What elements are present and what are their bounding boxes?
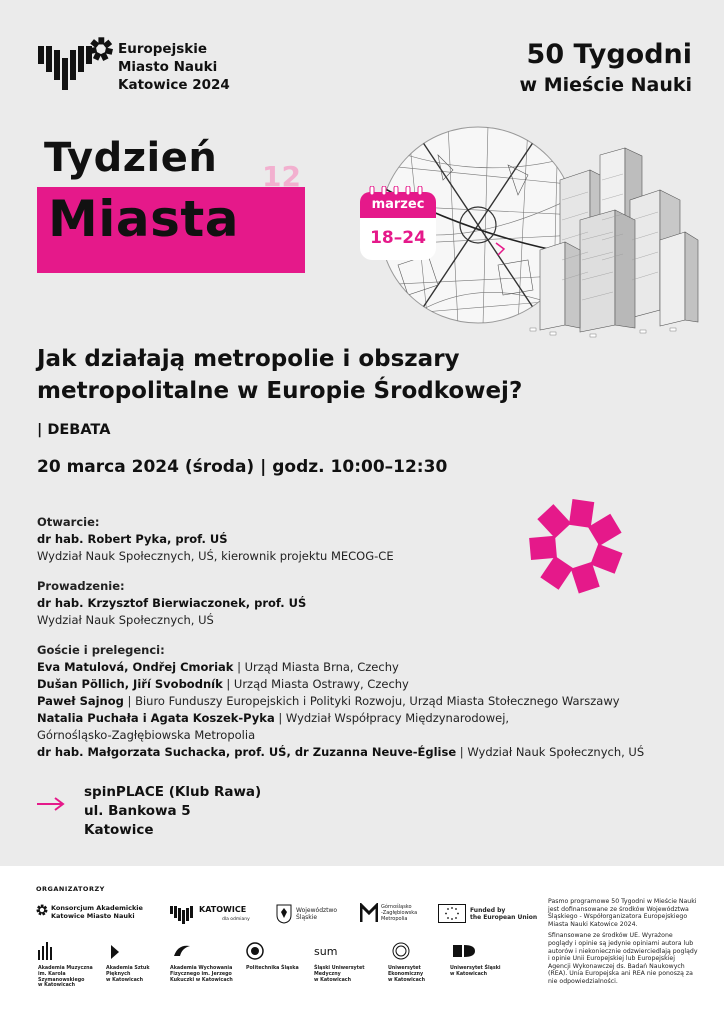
- opening-section: [37, 514, 394, 565]
- guest-affiliation: | Biuro Funduszy Europejskich i Polityki Rozwoju, Urząd Miasta Stołecznego Warszawy: [123, 694, 620, 708]
- venue-name: spinPLACE (Klub Rawa): [84, 784, 262, 800]
- university-label-2: [106, 966, 166, 983]
- venue-street: ul. Bankowa 5: [84, 803, 191, 819]
- arrow-right-icon: [36, 797, 66, 811]
- wojewodztwo-line-2: Śląskie: [296, 914, 318, 921]
- akademia-muzyczna-logo-icon: [38, 942, 54, 960]
- konsorcjum-star-icon: [36, 904, 48, 916]
- metropolia-logo-icon: [360, 903, 378, 923]
- event-title-line-2: metropolitalne w Europie Środkowej?: [37, 378, 523, 404]
- calendar-month: marzec: [360, 192, 436, 218]
- university-label-line: w Katowicach: [450, 971, 488, 977]
- funding-disclaimer: [548, 898, 698, 990]
- guests-heading: Goście i prelegenci:: [37, 643, 165, 657]
- guest-affiliation: | Urząd Miasta Brna, Czechy: [233, 660, 399, 674]
- konsorcjum-logo: [51, 904, 143, 920]
- moderation-name: dr hab. Krzysztof Bierwiaczonek, prof. UŚ: [37, 596, 307, 610]
- university-label-line: Politechnika Śląska: [246, 966, 299, 971]
- guest-names: Dušan Pöllich, Jiří Svobodník: [37, 677, 223, 691]
- guest-names: Eva Matulová, Ondřej Cmoriak: [37, 660, 234, 674]
- university-label-1: [38, 966, 98, 989]
- venue: [84, 783, 261, 840]
- guest-row: [37, 676, 697, 693]
- university-label-line: w Katowicach: [38, 983, 76, 989]
- pink-star-icon: [528, 498, 624, 594]
- university-label-4: [246, 966, 306, 972]
- opening-affiliation: Wydział Nauk Społecznych, UŚ, kierownik projektu MECOG-CE: [37, 549, 394, 563]
- moderation-section: [37, 578, 306, 629]
- buildings-illustration: [520, 140, 700, 340]
- asp-logo-icon: [110, 944, 120, 960]
- katowice-logo-text: KATOWICE: [199, 905, 247, 914]
- footer: [0, 866, 724, 1024]
- emn-star-logo: [88, 36, 114, 62]
- eu-flag-icon: [438, 904, 466, 923]
- series-title: [520, 38, 692, 98]
- calendar-rings-icon: [368, 186, 428, 196]
- metropolia-line-3: Metropolia: [381, 916, 408, 922]
- university-label-line: Kukuczki w Katowicach: [170, 977, 233, 983]
- eu-line-1: Funded by: [470, 907, 506, 914]
- guest-affiliation: | Urząd Miasta Ostrawy, Czechy: [222, 677, 409, 691]
- event-type: | DEBATA: [37, 422, 111, 438]
- metropolia-line-1: Górnośląsko: [381, 904, 412, 910]
- event-title-line-1: Jak działają metropolie i obszary: [37, 346, 460, 372]
- emn-logo-text: [118, 40, 230, 94]
- sum-logo-icon: [314, 945, 354, 957]
- opening-name: dr hab. Robert Pyka, prof. UŚ: [37, 532, 228, 546]
- konsorcjum-line-1: Konsorcjum Akademickie: [51, 904, 143, 912]
- awf-logo-icon: [172, 942, 192, 958]
- guest-names: dr hab. Małgorzata Suchacka, prof. UŚ, dr Zuzanna Neuve-Église: [37, 745, 457, 759]
- logo-line-3: Katowice 2024: [118, 77, 230, 93]
- eu-logo: [470, 907, 537, 921]
- moderation-heading: Prowadzenie:: [37, 579, 125, 593]
- disclaimer-paragraph-1: Pasmo programowe 50 Tygodni w Mieście Nauki jest dofinansowane ze środków Województwa Śląskiego - Współorganizatora Europejskiego Miasta Nauki Katowice 2024.: [548, 898, 697, 928]
- university-label-line: Medyczny: [314, 971, 341, 977]
- guest-names: Paweł Sajnog: [37, 694, 124, 708]
- opening-heading: Otwarcie:: [37, 515, 100, 529]
- event-title: [37, 343, 597, 407]
- university-label-line: Akademia Sztuk: [106, 966, 150, 971]
- wojewodztwo-logo: [296, 907, 337, 921]
- disclaimer-paragraph-2: Sfinansowane ze środków UE. Wyrażone poglądy i opinie są jedynie opiniami autora lub autorów i niekoniecznie odzwierciedlają poglądy i opinie Unii Europejskiej lub Europejskiej Agencji Wykonawczej ds. Badań Naukowych (REA). Unia Europejska ani REA nie ponoszą za nie odpowiedzialności.: [548, 932, 698, 985]
- guest-names: Natalia Puchała i Agata Koszek-Pyka: [37, 711, 275, 725]
- wojewodztwo-line-1: Województwo: [296, 907, 338, 914]
- university-label-7: [450, 966, 520, 978]
- university-label-line: Fizycznego im. Jerzego: [170, 971, 232, 977]
- university-label-line: Śląski Uniwersytet: [314, 966, 365, 971]
- university-label-line: Szymanowskiego: [38, 977, 85, 983]
- university-label-line: Akademia Muzyczna: [38, 966, 93, 971]
- logo-line-2: Miasto Nauki: [118, 59, 218, 75]
- university-label-6: [388, 966, 448, 983]
- venue-city: Katowice: [84, 822, 154, 838]
- calendar-days: 18–24: [360, 218, 436, 260]
- university-label-3: [170, 966, 240, 983]
- university-label-line: Akademia Wychowania: [170, 966, 233, 971]
- silesia-coat-of-arms-icon: [276, 904, 292, 924]
- guest-row: [37, 727, 697, 744]
- university-label-line: w Katowicach: [106, 977, 144, 983]
- university-label-line: w Katowicach: [314, 977, 352, 983]
- university-label-line: Ekonomiczny: [388, 971, 424, 977]
- series-title-line-2: w Mieście Nauki: [519, 74, 692, 96]
- eu-line-2: the European Union: [470, 914, 538, 921]
- guest-row: [37, 744, 697, 761]
- university-label-line: im. Karola: [38, 971, 66, 977]
- guests-section: [37, 642, 697, 761]
- guest-affiliation: | Wydział Nauk Społecznych, UŚ: [456, 745, 645, 759]
- organizers-label: ORGANIZATORZY: [36, 885, 105, 893]
- university-label-line: Uniwersytet Śląski: [450, 966, 501, 971]
- guest-affiliation: | Wydział Współpracy Międzynarodowej,: [274, 711, 510, 725]
- politechnika-logo-icon: [246, 942, 264, 960]
- metropolia-line-2: -Zagłębiowska: [381, 910, 418, 916]
- katowice-logo-sub: dla odmiany: [222, 917, 250, 922]
- ue-logo-icon: [392, 942, 410, 960]
- series-title-line-1: 50 Tygodni: [526, 39, 692, 70]
- guest-affiliation: Górnośląsko-Zagłębiowska Metropolia: [37, 728, 256, 742]
- katowice-heart-logo: [170, 904, 196, 924]
- us-logo-icon: [452, 944, 476, 958]
- guest-row: [37, 693, 697, 710]
- university-label-line: w Katowicach: [388, 977, 426, 983]
- university-label-line: Pięknych: [106, 971, 131, 977]
- moderation-affiliation: Wydział Nauk Społecznych, UŚ: [37, 613, 214, 627]
- week-number: 12: [262, 160, 301, 193]
- logo-line-1: Europejskie: [118, 41, 208, 57]
- event-datetime: 20 marca 2024 (środa) | godz. 10:00–12:30: [37, 457, 448, 477]
- metropolia-logo: [381, 904, 417, 922]
- university-label-line: Uniwersytet: [388, 966, 421, 971]
- calendar-badge: [360, 188, 436, 264]
- sum-logo-text: sum: [314, 945, 338, 957]
- hero-word-tydzien: Tydzień: [44, 135, 218, 181]
- guest-row: [37, 710, 697, 727]
- university-label-5: [314, 966, 374, 983]
- hero-word-miasta: Miasta: [48, 190, 240, 248]
- guest-row: [37, 659, 697, 676]
- konsorcjum-line-2: Katowice Miasto Nauki: [51, 912, 135, 920]
